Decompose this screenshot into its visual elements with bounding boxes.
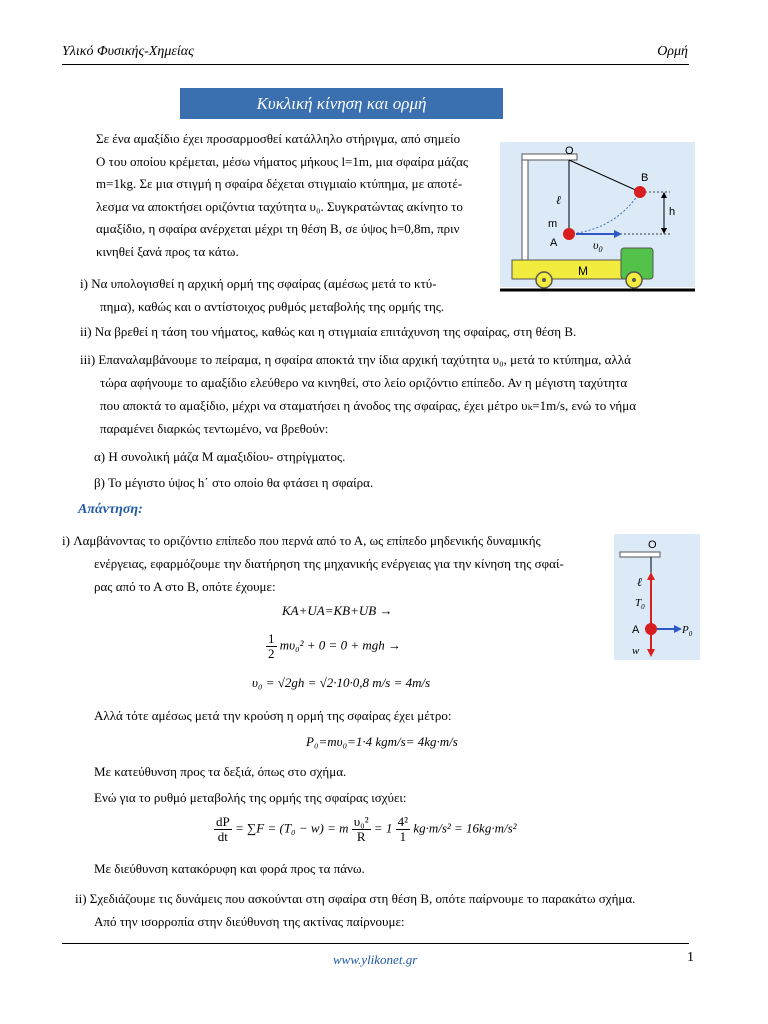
label-a: A [550,237,558,249]
equation-energy-rest: mυ₀² + 0 = 0 + mgh → [279,637,401,653]
answer-1-text5: Με διεύθυνση κατακόρυφη και φορά προς τα πάνω. [94,861,365,876]
answer-1-line2: ενέργειας, εφαρμόζουμε την διατήρηση της μηχανικής ενέργειας για την κίνηση της σφαί- [94,556,564,571]
label-m: m [548,218,558,230]
page-title: Κυκλική κίνηση και ορμή [180,88,503,119]
answer-1-text4: Ενώ για το ρυθμό μεταβολής της ορμής της σφαίρας ισχύει: [94,790,407,805]
answer-1-line3: ρας από το Α στο Β, οπότε έχουμε: [94,579,276,594]
question-3-line4: παραμένει διαρκώς τεντωμένο, να βρεθούν: [100,421,329,436]
label-v0: $\upsilon_0$ [593,238,603,254]
support-bar [620,552,660,557]
question-3a: α) Η συνολική μάζα Μ αμαξιδίου- στηρίγματος. [94,449,346,464]
intro-line: Ο του οποίου κρέμεται, μέσω νήματος μήκους l=1m, μια σφαίρα μάζας [96,153,469,169]
equation-energy-expanded [266,632,401,661]
forces-figure [614,534,700,660]
label-a: A [632,624,640,636]
intro-line: λεσμα να αποκτήσει οριζόντια ταχύτητα υ₀. Συγκρατώντας ακίνητο το [96,198,463,214]
question-2: ii) Να βρεθεί η τάση του νήματος, καθώς και η στιγμιαία επιτάχυνση της σφαίρας, στη θέση Β. [80,324,577,339]
equation-momentum: P₀=mυ₀=1·4 kgm/s= 4kg·m/s [306,734,458,749]
ball [645,623,657,635]
question-3-line1: iii) Επαναλαμβάνουμε το πείραμα, η σφαίρα αποκτά την ίδια αρχική ταχύτητα υ₀, μετά το κτύπημα, αλλά [80,352,631,367]
intro-line: m=1kg. Σε μια στιγμή η σφαίρα δέχεται στιγμιαίο κτύπημα, με αποτέ- [96,176,463,191]
equation-momentum-rate: $\frac{dP}{dt}$ = ∑F = (T₀ − w) = m $\frac{\text{υ₀²}}{R}$ = 1 $\frac{\text{4²}}{1}$ kg·m/s² = 16kg·m/s² [216,814,517,844]
equation-energy: KΑ+UΑ=KΒ+UΒ → [282,603,393,618]
answer-1-line1: i) Λαμβάνοντας το οριζόντιο επίπεδο που περνά από το Α, ως επίπεδο μηδενικής δυναμικής [62,533,541,548]
footer-link[interactable]: www.ylikonet.gr [333,952,418,967]
question-3-line2: τώρα αφήνουμε το αμαξίδιο ελεύθερο να κινηθεί, στο λείο οριζόντιο επίπεδο. Αν η μέγιστη ταχύτητα [100,375,628,390]
fraction-4-1: $\frac{\text{4²}}{1}$ [397,814,409,844]
label-o: O [565,145,574,157]
answer-2-line2: Από την ισορροπία στην διεύθυνση της ακτίνας παίρνουμε: [94,914,405,929]
answer-2-line1: ii) Σχεδιάζουμε τις δυνάμεις που ασκούνται στη σφαίρα στη θέση Β, οπότε παίρνουμε το παρακάτω σχήμα. [75,891,636,906]
ball-position-a [563,228,575,240]
label-l: ℓ [556,193,561,207]
label-b: B [641,172,649,184]
answer-heading: Απάντηση: [78,502,143,517]
intro-line: αμαξίδιο, η σφαίρα ανέρχεται μέχρι τη θέση Β, σε ύψος h=0,8m, πριν [96,221,460,236]
cart-body [512,260,637,279]
question-3b: β) Το μέγιστο ύψος h΄ στο οποίο θα φτάσει η σφαίρα. [94,475,374,490]
label-h: h [669,206,676,218]
cart-pendulum-figure [500,142,695,317]
label-o: O [648,539,657,551]
page-number: 1 [687,950,694,965]
header-right: Ορμή [657,44,688,59]
question-1-line2: πημα), καθώς και ο αντίστοιχος ρυθμός μεταβολής της ορμής της. [100,299,445,314]
equation-velocity: υ₀ = √2gh = √2·10·0,8 m/s = 4m/s [252,675,431,690]
label-p0: $P_0$ [682,624,693,638]
intro-paragraph [96,128,482,263]
fraction-dp-dt: $\frac{dP}{dt}$ [216,814,230,844]
fraction-half: $\frac{1}{2}$ [268,631,275,661]
header-rule [62,64,689,65]
intro-line: κινηθεί ξανά προς τα κάτω. [96,243,239,259]
footer-rule [62,943,689,944]
label-cart-mass: M [578,264,588,278]
question-1-line1: i) Να υπολογισθεί η αρχική ορμή της σφαίρας (αμέσως μετά το κτύ- [80,276,437,291]
label-w: w [632,645,640,657]
question-3-line3: που αποκτά το αμαξίδιο, μέχρι να σταματήσει η άνοδος της σφαίρας, έχει μέτρο υₖ=1m/s, ενώ το νήμα [100,398,637,413]
answer-1-text2: Αλλά τότε αμέσως μετά την κρούση η ορμή της σφαίρας έχει μέτρο: [94,708,452,723]
header-left: Υλικό Φυσικής-Χημείας [62,44,194,59]
label-l: ℓ [637,575,642,589]
label-t0: $T_0$ [635,597,645,611]
answer-1-text3: Με κατεύθυνση προς τα δεξιά, όπως στο σχήμα. [94,764,347,779]
ball-position-b [634,186,646,198]
fraction-v0-r: $\frac{\text{υ₀²}}{R}$ [353,814,369,844]
support-pole [522,154,528,261]
intro-line: Σε ένα αμαξίδιο έχει προσαρμοσθεί κατάλληλο στήριγμα, από σημείο [96,131,461,146]
